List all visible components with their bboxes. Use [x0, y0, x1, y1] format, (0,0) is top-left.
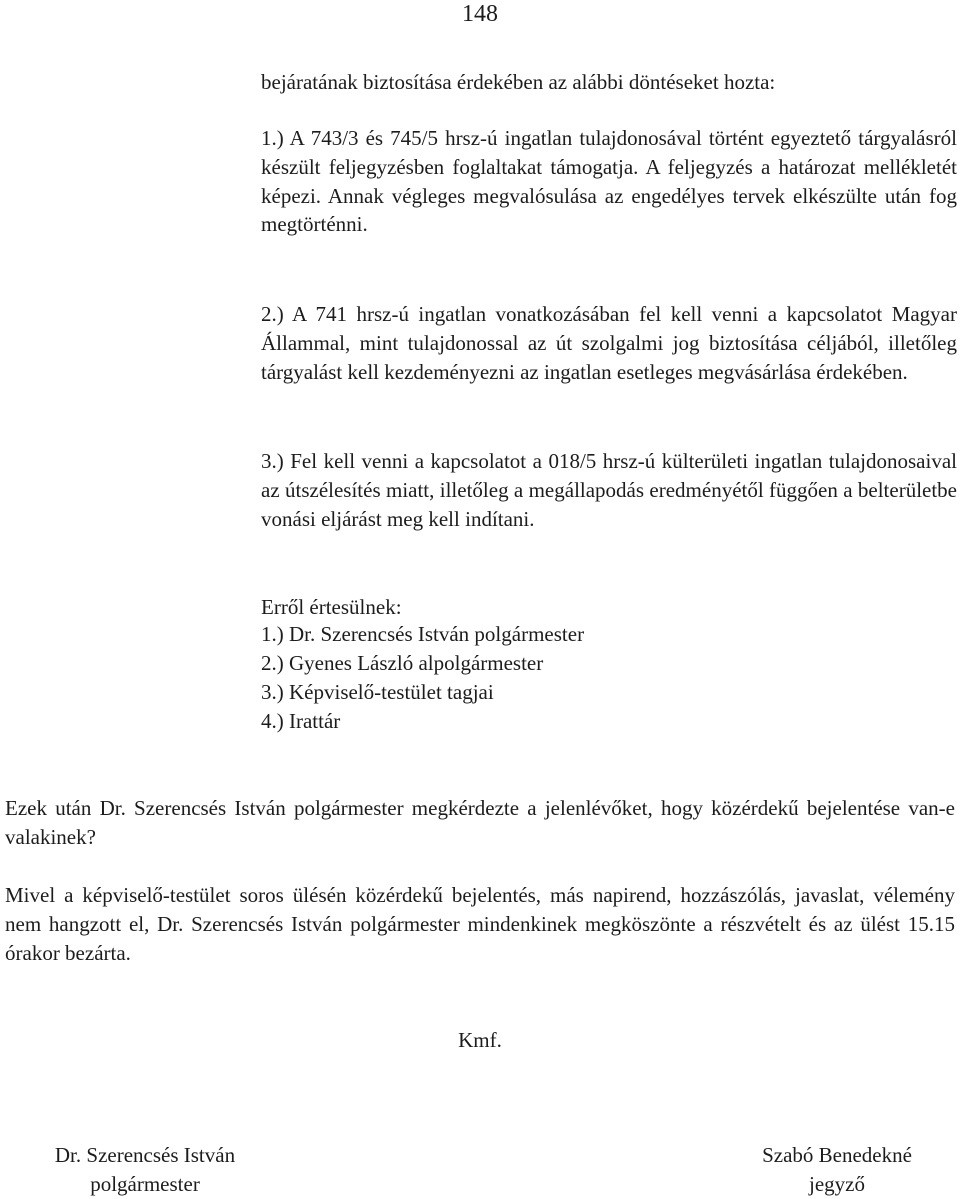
closing-paragraph: Ezek után Dr. Szerencsés István polgármester megkérdezte a jelenlévőket, hogy közérdekű bejelentése van-e valakinek?	[5, 796, 955, 849]
signature-right	[712, 1141, 960, 1199]
notify-item: 1.) Dr. Szerencsés István polgármester	[261, 622, 585, 646]
signature-name: Dr. Szerencsés István	[54, 1143, 236, 1167]
notify-item: 4.) Irattár	[261, 709, 341, 733]
signature-name: Szabó Benedekné	[762, 1143, 912, 1167]
signature-left	[20, 1141, 270, 1199]
kmf-label: Kmf.	[458, 1028, 502, 1052]
notify-item: 3.) Képviselő-testület tagjai	[261, 680, 494, 704]
page-number: 148	[462, 1, 498, 27]
decision-1: 1.) A 743/3 és 745/5 hrsz-ú ingatlan tulajdonosával történt egyeztető tárgyalásról készült feljegyzésben foglaltakat támogatja. A feljegyzés a határozat mellékletét képezi. Annak végleges megvalósulása az engedélyes tervek elkészülte után fog megtörténni.	[261, 126, 957, 237]
decision-2: 2.) A 741 hrsz-ú ingatlan vonatkozásában fel kell venni a kapcsolatot Magyar Állammal, mint tulajdonossal az út szolgalmi jog biztosítása céljából, illetőleg tárgyalást kell kezdeményezni az ingatlan esetleges megvásárlása érdekében.	[261, 302, 957, 384]
closing-paragraph: Mivel a képviselő-testület soros ülésén közérdekű bejelentés, más napirend, hozzászólás, javaslat, vélemény nem hangzott el, Dr. Szerencsés István polgármester mindenkinek megköszönte a részvételt és az ülést 15.15 órakor bezárta.	[5, 883, 955, 965]
signature-title: jegyző	[809, 1172, 865, 1196]
signature-title: polgármester	[90, 1172, 200, 1196]
notify-item: 2.) Gyenes László alpolgármester	[261, 651, 544, 675]
decision-3: 3.) Fel kell venni a kapcsolatot a 018/5 hrsz-ú külterületi ingatlan tulajdonosaival az útszélesítés miatt, illetőleg a megállapodás eredményétől függően a belterületbe vonási eljárást meg kell indítani.	[261, 449, 957, 531]
intro-text: bejáratának biztosítása érdekében az alábbi döntéseket hozta:	[261, 70, 776, 94]
notify-heading: Erről értesülnek:	[261, 595, 402, 619]
